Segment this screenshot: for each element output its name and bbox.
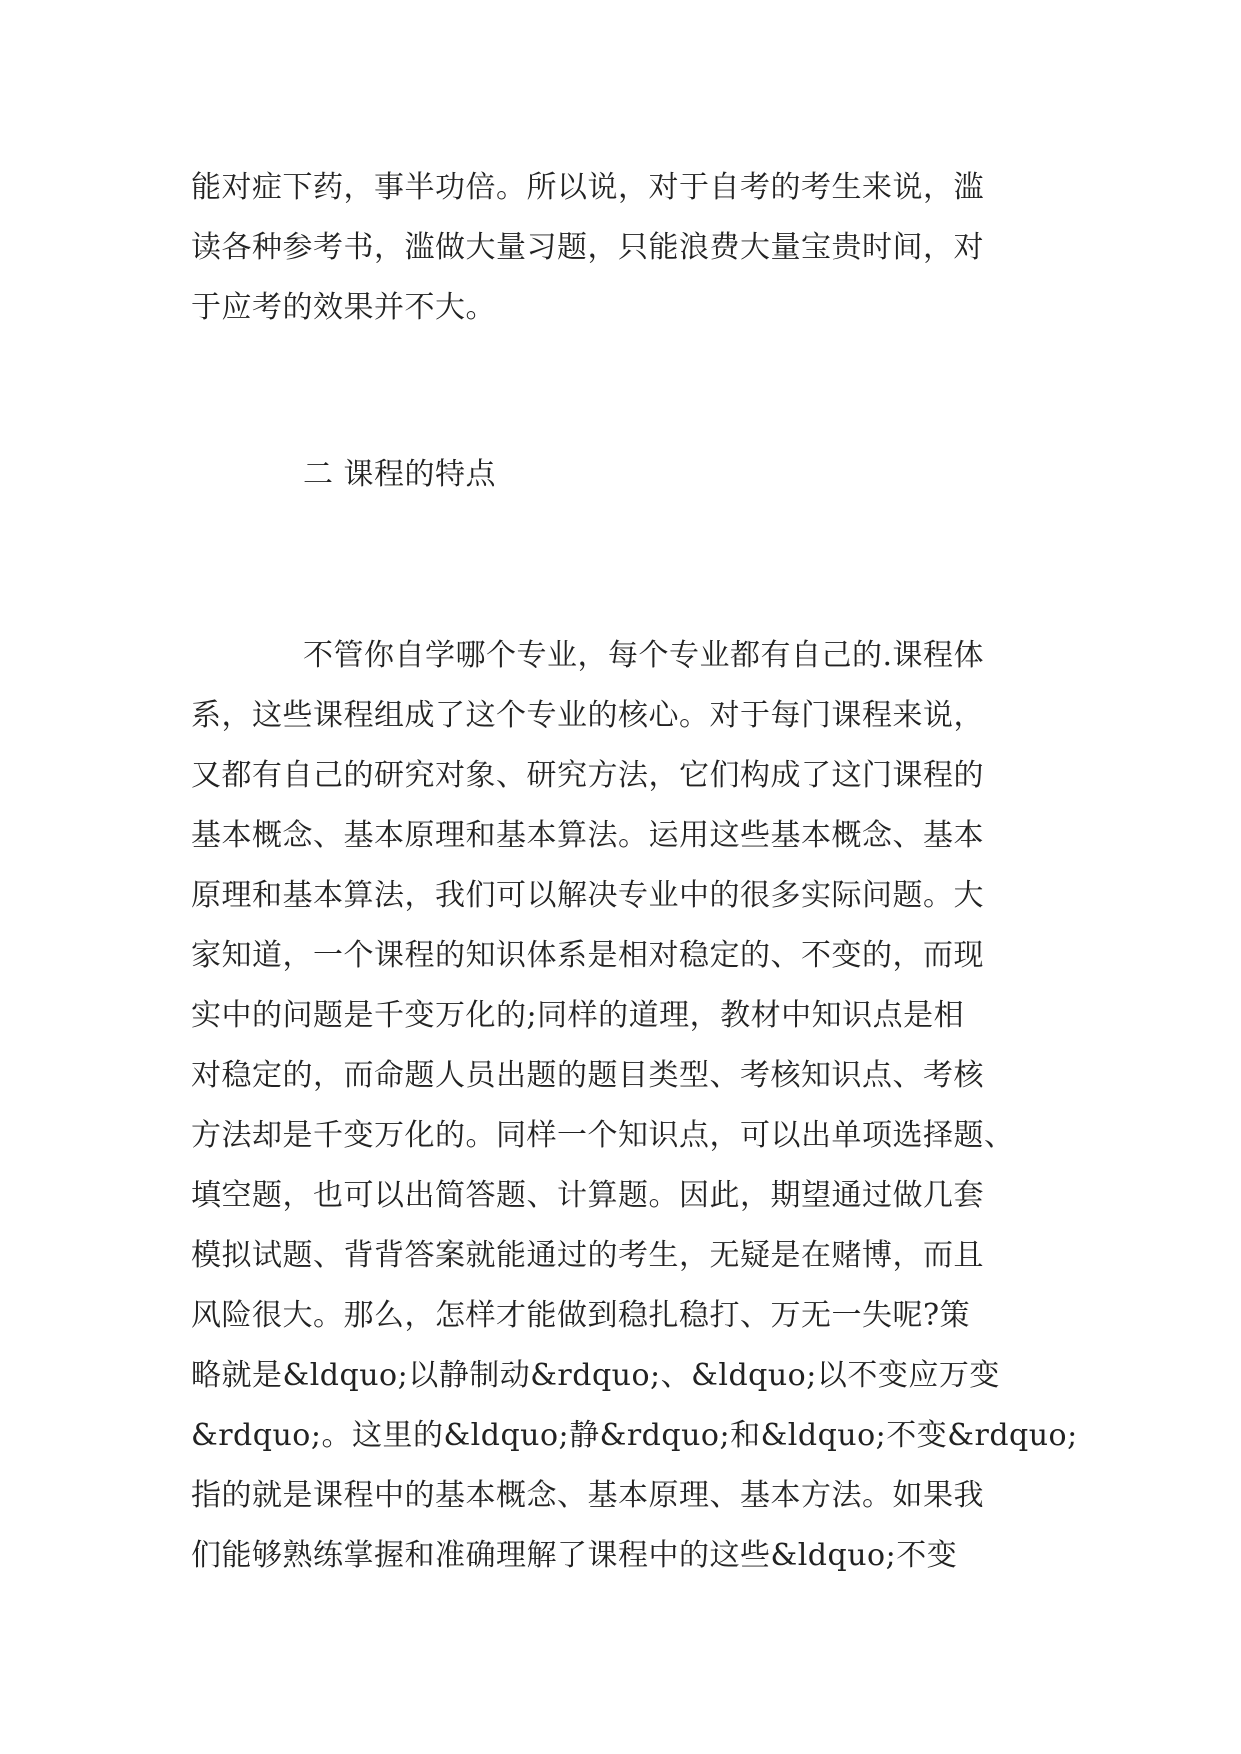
text-line: 基本概念、基本原理和基本算法。运用这些基本概念、基本 xyxy=(191,818,984,853)
text-line: &rdquo;。这里的&ldquo;静&rdquo;和&ldquo;不变&rdquo; xyxy=(191,1418,1078,1453)
text-line: 家知道，一个课程的知识体系是相对稳定的、不变的，而现 xyxy=(191,938,984,973)
section-heading: 二 课程的特点 xyxy=(303,457,497,492)
text-line: 能对症下药，事半功倍。所以说，对于自考的考生来说，滥 xyxy=(191,170,984,205)
text-line: 模拟试题、背背答案就能通过的考生，无疑是在赌博，而且 xyxy=(191,1238,984,1273)
text-line: 不管你自学哪个专业，每个专业都有自己的.课程体 xyxy=(303,638,985,673)
text-line: 读各种参考书，滥做大量习题，只能浪费大量宝贵时间，对 xyxy=(191,230,984,265)
text-line: 风险很大。那么，怎样才能做到稳扎稳打、万无一失呢?策 xyxy=(191,1298,971,1333)
text-line: 系，这些课程组成了这个专业的核心。对于每门课程来说， xyxy=(191,698,984,733)
text-line: 略就是&ldquo;以静制动&rdquo;、&ldquo;以不变应万变 xyxy=(191,1358,1000,1393)
paragraph-intro xyxy=(191,158,1061,338)
text-line: 指的就是课程中的基本概念、基本原理、基本方法。如果我 xyxy=(191,1478,984,1513)
text-line: 实中的问题是千变万化的;同样的道理，教材中知识点是相 xyxy=(191,998,965,1033)
text-line: 对稳定的，而命题人员出题的题目类型、考核知识点、考核 xyxy=(191,1058,984,1093)
text-line: 填空题，也可以出简答题、计算题。因此，期望通过做几套 xyxy=(191,1178,984,1213)
text-line: 于应考的效果并不大。 xyxy=(191,290,496,325)
text-line: 们能够熟练掌握和准确理解了课程中的这些&ldquo;不变 xyxy=(191,1538,958,1573)
text-line: 方法却是千变万化的。同样一个知识点，可以出单项选择题、 xyxy=(191,1118,1015,1153)
text-line: 又都有自己的研究对象、研究方法，它们构成了这门课程的 xyxy=(191,758,984,793)
text-line: 原理和基本算法，我们可以解决专业中的很多实际问题。大 xyxy=(191,878,984,913)
paragraph-course-features xyxy=(191,626,1078,1586)
